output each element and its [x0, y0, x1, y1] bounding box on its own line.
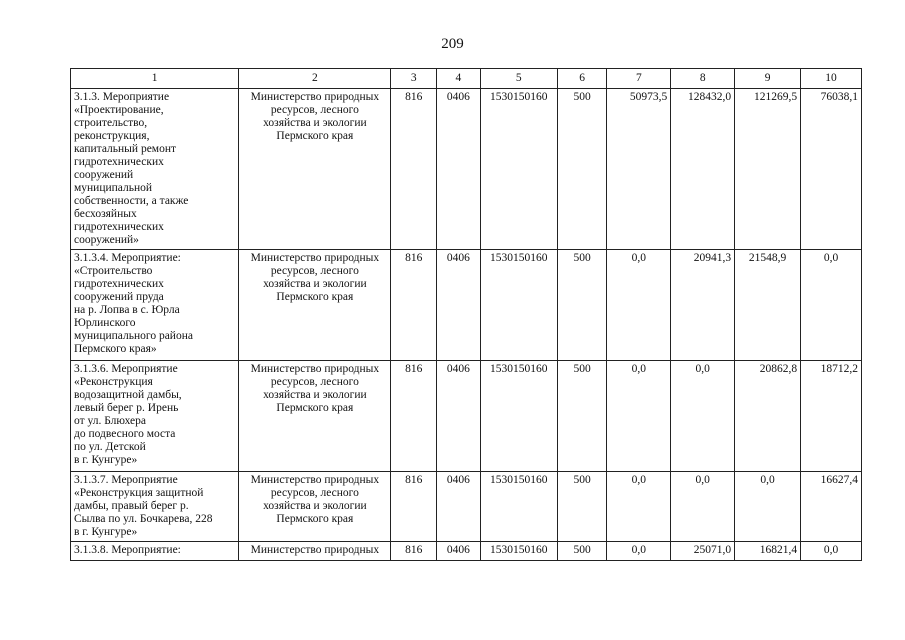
header-cell: 3 [391, 69, 437, 89]
code-cell: 816 [391, 250, 437, 361]
section-cell: 0406 [437, 542, 481, 561]
responsible-org-cell: Министерство природных ресурсов, лесного хозяйства и экологии Пермского края [239, 472, 391, 542]
amount-cell: 0,0 [801, 542, 862, 561]
amount-cell: 20941,3 [671, 250, 735, 361]
amount-cell: 18712,2 [801, 361, 862, 472]
amount-cell: 0,0 [671, 472, 735, 542]
amount-cell: 121269,5 [735, 89, 801, 250]
section-cell: 0406 [437, 361, 481, 472]
expense-type-cell: 500 [557, 542, 607, 561]
amount-cell: 0,0 [607, 361, 671, 472]
amount-cell: 25071,0 [671, 542, 735, 561]
page-number: 209 [441, 36, 464, 52]
section-cell: 0406 [437, 89, 481, 250]
table-row [71, 250, 862, 361]
amount-cell: 16627,4 [801, 472, 862, 542]
amount-cell: 50973,5 [607, 89, 671, 250]
measure-name-cell: 3.1.3.7. Мероприятие «Реконструкция защитной дамбы, правый берег р. Сылва по ул. Бочкарева, 228 в г. Кунгуре» [71, 472, 239, 542]
code-cell: 816 [391, 361, 437, 472]
header-cell: 9 [735, 69, 801, 89]
amount-cell: 0,0 [671, 361, 735, 472]
target-article-cell: 1530150160 [480, 472, 557, 542]
amount-cell: 0,0 [607, 542, 671, 561]
header-cell: 4 [437, 69, 481, 89]
responsible-org-cell: Министерство природных ресурсов, лесного хозяйства и экологии Пермского края [239, 361, 391, 472]
header-cell: 5 [480, 69, 557, 89]
responsible-org-cell: Министерство природных ресурсов, лесного хозяйства и экологии Пермского края [239, 250, 391, 361]
target-article-cell: 1530150160 [480, 89, 557, 250]
table-row [71, 542, 862, 561]
code-cell: 816 [391, 89, 437, 250]
amount-cell: 16821,4 [735, 542, 801, 561]
budget-table [70, 68, 862, 561]
table-row [71, 472, 862, 542]
expense-type-cell: 500 [557, 361, 607, 472]
expense-type-cell: 500 [557, 250, 607, 361]
code-cell: 816 [391, 542, 437, 561]
amount-cell: 76038,1 [801, 89, 862, 250]
responsible-org-cell: Министерство природных [239, 542, 391, 561]
header-cell: 8 [671, 69, 735, 89]
amount-cell: 0,0 [607, 250, 671, 361]
expense-type-cell: 500 [557, 89, 607, 250]
target-article-cell: 1530150160 [480, 361, 557, 472]
code-cell: 816 [391, 472, 437, 542]
header-row [71, 69, 862, 89]
measure-name-cell: 3.1.3.4. Мероприятие: «Строительство гидротехнических сооружений пруда на р. Лопва в с. Юрла Юрлинского муниципального района Пермского края» [71, 250, 239, 361]
header-cell: 10 [801, 69, 862, 89]
measure-name-cell: 3.1.3.6. Мероприятие «Реконструкция водозащитной дамбы, левый берег р. Ирень от ул. Блюхера до подвесного моста по ул. Детской в г. Кунгуре» [71, 361, 239, 472]
measure-name-cell: 3.1.3.8. Мероприятие: [71, 542, 239, 561]
target-article-cell: 1530150160 [480, 250, 557, 361]
responsible-org-cell: Министерство природных ресурсов, лесного хозяйства и экологии Пермского края [239, 89, 391, 250]
amount-cell: 0,0 [801, 250, 862, 361]
header-cell: 7 [607, 69, 671, 89]
amount-cell: 128432,0 [671, 89, 735, 250]
expense-type-cell: 500 [557, 472, 607, 542]
target-article-cell: 1530150160 [480, 542, 557, 561]
section-cell: 0406 [437, 250, 481, 361]
amount-cell: 0,0 [735, 472, 801, 542]
header-cell: 2 [239, 69, 391, 89]
measure-name-cell: 3.1.3. Мероприятие «Проектирование, строительство, реконструкция, капитальный ремонт гидротехнических сооружений муниципальной собственности, а также бесхозяйных гидротехнических сооружений» [71, 89, 239, 250]
table-row [71, 361, 862, 472]
header-cell: 1 [71, 69, 239, 89]
amount-cell: 20862,8 [735, 361, 801, 472]
amount-cell: 21548,9 [735, 250, 801, 361]
table-row [71, 89, 862, 250]
header-cell: 6 [557, 69, 607, 89]
section-cell: 0406 [437, 472, 481, 542]
amount-cell: 0,0 [607, 472, 671, 542]
